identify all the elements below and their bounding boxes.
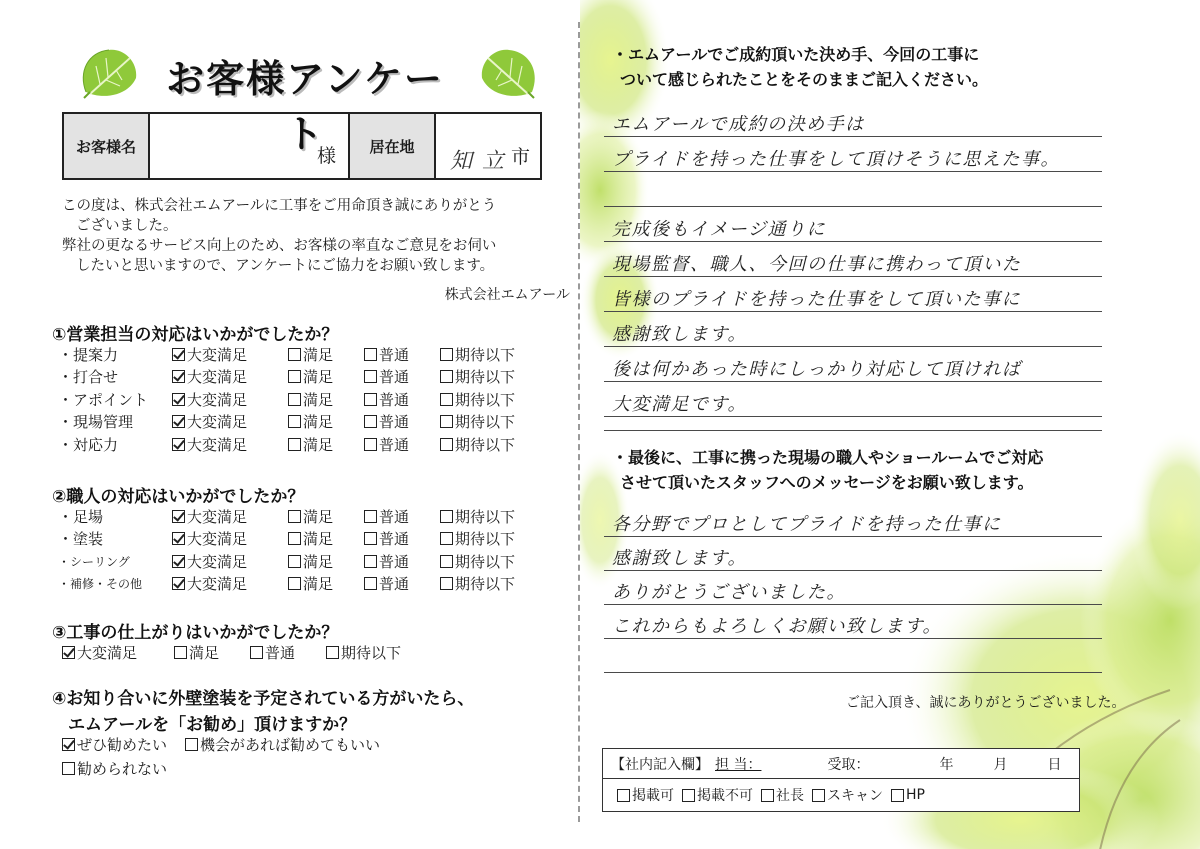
checkbox[interactable] <box>288 348 301 361</box>
rating-option-label: 大変満足 <box>187 390 248 409</box>
rating-option[interactable] <box>364 434 440 455</box>
name-suffix: 様 <box>316 145 336 167</box>
checkbox[interactable] <box>288 415 301 428</box>
checkbox[interactable] <box>364 415 377 428</box>
rating-option[interactable] <box>440 573 540 594</box>
rating-option-label: 期待以下 <box>455 413 516 432</box>
checkbox[interactable] <box>364 393 377 406</box>
internal-checkboxes <box>603 779 1079 811</box>
rating-option[interactable] <box>440 411 540 432</box>
checkbox-checked[interactable] <box>172 415 185 428</box>
internal-check-option[interactable] <box>891 787 925 803</box>
internal-label: 【社内記入欄】 <box>611 756 709 773</box>
company-name: 株式会社エムアール <box>444 287 570 303</box>
right-question-2 <box>612 445 1043 495</box>
checkbox[interactable] <box>440 555 453 568</box>
checkbox[interactable] <box>364 510 377 523</box>
rating-option-label: 満足 <box>189 644 220 662</box>
checkbox[interactable] <box>364 438 377 451</box>
rating-option[interactable] <box>288 573 364 594</box>
address-handwritten: 知立 <box>450 149 515 174</box>
uketori-label: 受取： <box>827 756 870 773</box>
checkbox-checked[interactable] <box>172 348 185 361</box>
checkbox[interactable] <box>440 348 453 361</box>
rating-option-label: 満足 <box>303 575 334 594</box>
ruled-line <box>604 536 1102 537</box>
rating-option[interactable] <box>62 642 174 663</box>
checkbox[interactable] <box>364 532 377 545</box>
checkbox[interactable] <box>440 370 453 383</box>
handwritten-line: プライドを持った仕事をして頂けそうに思えた事。 <box>612 149 1060 170</box>
rating-option[interactable] <box>364 506 440 527</box>
checkbox[interactable] <box>440 415 453 428</box>
leaf-icon <box>76 44 142 102</box>
rating-option[interactable] <box>172 389 288 410</box>
internal-check-label: 社長 <box>776 788 804 804</box>
option-recommend[interactable] <box>62 734 167 755</box>
option-maybe[interactable] <box>185 734 380 755</box>
internal-use-box <box>602 748 1080 812</box>
address-label: 居在地 <box>350 114 436 178</box>
rating-option-label: 期待以下 <box>455 390 516 409</box>
ruled-line <box>604 171 1102 172</box>
rating-option[interactable] <box>172 528 288 549</box>
ruled-line <box>604 346 1102 347</box>
handwritten-line: エムアールで成約の決め手は <box>612 114 865 135</box>
checkbox[interactable] <box>440 577 453 590</box>
ruled-line <box>604 430 1102 431</box>
rating-row-label: ・シーリング <box>58 554 130 569</box>
day-label: 日 <box>1047 756 1062 773</box>
checkbox[interactable] <box>440 510 453 523</box>
checkbox-checked[interactable] <box>62 738 75 751</box>
question-line: させて頂いたスタッフへのメッセージをお願い致します。 <box>620 473 1034 492</box>
rating-option[interactable] <box>440 506 540 527</box>
rating-option-label: 大変満足 <box>187 413 248 432</box>
rating-option-label: 大変満足 <box>187 507 248 526</box>
internal-check-option[interactable] <box>617 785 674 805</box>
rating-option[interactable] <box>364 411 440 432</box>
checkbox-checked[interactable] <box>62 646 75 659</box>
rating-option[interactable] <box>364 344 440 365</box>
question-2-ratings <box>58 505 540 595</box>
question-3-heading: ③工事の仕上がりはいかがでしたか？ <box>52 623 339 643</box>
rating-option[interactable] <box>288 411 364 432</box>
checkbox[interactable] <box>761 789 774 802</box>
rating-option[interactable] <box>250 642 326 663</box>
internal-check-label: 掲載可 <box>632 788 674 804</box>
rating-option-label: 大変満足 <box>77 644 138 662</box>
checkbox[interactable] <box>440 532 453 545</box>
ruled-line <box>604 136 1102 137</box>
checkbox[interactable] <box>364 555 377 568</box>
rating-option[interactable] <box>172 411 288 432</box>
question-3-ratings <box>62 642 426 663</box>
rating-option-label: 期待以下 <box>455 530 516 549</box>
leaf-icon <box>476 44 542 102</box>
rating-row <box>58 573 540 596</box>
rating-option[interactable] <box>440 366 540 387</box>
checkbox-checked[interactable] <box>172 370 185 383</box>
handwritten-line: 後は何かあった時にしっかり対応して頂ければ <box>612 359 1022 380</box>
rating-option[interactable] <box>288 434 364 455</box>
intro-text <box>62 196 552 276</box>
question-4-heading: ④お知り合いに外壁塗装を予定されている方がいたら、 <box>52 689 475 709</box>
thanks-text: ご記入頂き、誠にありがとうございました。 <box>846 695 1126 711</box>
internal-check-option[interactable] <box>812 785 883 805</box>
rating-option-label: 期待以下 <box>455 435 516 454</box>
checkbox-checked[interactable] <box>172 532 185 545</box>
rating-option-label: 満足 <box>303 368 334 387</box>
rating-option-label: 期待以下 <box>455 552 516 571</box>
rating-option-label: 大変満足 <box>187 575 248 594</box>
year-label: 年 <box>939 756 954 773</box>
rating-option-label: 期待以下 <box>455 507 516 526</box>
option-no[interactable] <box>62 758 167 779</box>
rating-option[interactable] <box>440 551 540 572</box>
ruled-line <box>604 672 1102 673</box>
handwritten-line: 大変満足です。 <box>612 394 748 415</box>
rating-option-label: 普通 <box>379 552 410 571</box>
checkbox[interactable] <box>440 438 453 451</box>
rating-option-label: 普通 <box>379 413 410 432</box>
option-label: 機会があれば勧めてもいい <box>200 736 381 754</box>
intro-line: したいと思いますので、アンケートにご協力をお願い致します。 <box>76 258 495 274</box>
rating-option-label: 満足 <box>303 413 334 432</box>
rating-option-label: 普通 <box>379 435 410 454</box>
intro-line: 弊社の更なるサービス向上のため、お客様の率直なご意見をお伺い <box>62 238 497 254</box>
handwritten-line: 感謝致します。 <box>612 324 748 345</box>
rating-option[interactable] <box>364 528 440 549</box>
rating-row-label: ・塗装 <box>58 530 104 549</box>
rating-option[interactable] <box>440 528 540 549</box>
tanto-label: 担 当： <box>715 756 762 773</box>
ruled-line <box>604 638 1102 639</box>
rating-row <box>58 343 540 366</box>
center-divider <box>578 22 580 822</box>
option-label: ぜひ勧めたい <box>77 736 168 754</box>
rating-option[interactable] <box>364 551 440 572</box>
checkbox[interactable] <box>812 789 825 802</box>
rating-option-label: 大変満足 <box>187 345 248 364</box>
rating-option[interactable] <box>364 366 440 387</box>
rating-option-label: 普通 <box>379 507 410 526</box>
rating-option-label: 満足 <box>303 552 334 571</box>
handwritten-line: 現場監督、職人、今回の仕事に携わって頂いた <box>612 254 1022 275</box>
checkbox[interactable] <box>440 393 453 406</box>
checkbox[interactable] <box>364 370 377 383</box>
ruled-line <box>604 206 1102 207</box>
ruled-line <box>604 570 1102 571</box>
rating-row-label: ・アポイント <box>58 390 149 409</box>
rating-row-label: ・足場 <box>58 507 104 526</box>
rating-option-label: 満足 <box>303 507 334 526</box>
rating-option[interactable] <box>440 434 540 455</box>
customer-info-box <box>62 112 542 180</box>
checkbox[interactable] <box>326 646 339 659</box>
ruled-line <box>604 416 1102 417</box>
rating-option-label: 期待以下 <box>455 368 516 387</box>
rating-option[interactable] <box>364 573 440 594</box>
checkbox[interactable] <box>288 577 301 590</box>
intro-line: ございました。 <box>76 218 178 234</box>
rating-option-label: 大変満足 <box>187 368 248 387</box>
rating-option-label: 普通 <box>379 575 410 594</box>
handwritten-line: 皆様のプライドを持った仕事をして頂いた事に <box>612 289 1021 310</box>
internal-check-option[interactable] <box>682 785 753 805</box>
question-line: ・エムアールでご成約頂いた決め手、今回の工事に <box>612 45 980 64</box>
rating-option[interactable] <box>440 389 540 410</box>
checkbox[interactable] <box>682 789 695 802</box>
rating-row-label: ・提案力 <box>58 345 119 364</box>
rating-option[interactable] <box>172 551 288 572</box>
rating-option-label: 普通 <box>379 390 410 409</box>
rating-option-label: 普通 <box>379 530 410 549</box>
rating-row-label: ・現場管理 <box>58 413 134 432</box>
rating-row <box>58 550 540 573</box>
checkbox[interactable] <box>62 762 75 775</box>
question-line: ついて感じられたことをそのままご記入ください。 <box>620 70 989 89</box>
rating-option-label: 大変満足 <box>187 530 248 549</box>
rating-option[interactable] <box>172 506 288 527</box>
rating-row <box>58 411 540 434</box>
rating-row-label: ・補修・その他 <box>58 577 143 592</box>
rating-option[interactable] <box>364 389 440 410</box>
rating-option-label: 期待以下 <box>455 575 516 594</box>
rating-option[interactable] <box>172 573 288 594</box>
option-label: 勧められない <box>77 760 168 778</box>
rating-row <box>58 388 540 411</box>
rating-row <box>58 505 540 528</box>
rating-row-label: ・打合せ <box>58 368 119 387</box>
rating-row-label: ・対応力 <box>58 435 119 454</box>
internal-check-option[interactable] <box>761 785 804 805</box>
rating-option[interactable] <box>288 344 364 365</box>
rating-option-label: 満足 <box>303 345 334 364</box>
rating-option[interactable] <box>288 506 364 527</box>
rating-option[interactable] <box>172 434 288 455</box>
checkbox[interactable] <box>288 510 301 523</box>
checkbox[interactable] <box>617 789 630 802</box>
checkbox[interactable] <box>174 646 187 659</box>
checkbox-checked[interactable] <box>172 555 185 568</box>
checkbox[interactable] <box>250 646 263 659</box>
checkbox[interactable] <box>288 555 301 568</box>
rating-option[interactable] <box>174 642 250 663</box>
internal-check-label: HP <box>906 787 925 803</box>
checkbox[interactable] <box>288 532 301 545</box>
question-4-options-2 <box>62 758 167 779</box>
checkbox[interactable] <box>891 789 904 802</box>
rating-row <box>58 366 540 389</box>
customer-name-field[interactable] <box>150 114 350 178</box>
checkbox[interactable] <box>288 370 301 383</box>
internal-check-label: スキャン <box>827 788 883 804</box>
customer-name-label: お客様名 <box>64 114 150 178</box>
address-field[interactable] <box>436 114 540 178</box>
ruled-line <box>604 381 1102 382</box>
question-line: ・最後に、工事に携った現場の職人やショールームでご対応 <box>612 448 1044 467</box>
rating-option-label: 普通 <box>265 644 296 662</box>
checkbox[interactable] <box>364 577 377 590</box>
checkbox[interactable] <box>185 738 198 751</box>
checkbox[interactable] <box>288 393 301 406</box>
ruled-line <box>604 604 1102 605</box>
question-4-options <box>62 734 380 755</box>
checkbox-checked[interactable] <box>172 510 185 523</box>
rating-option-label: 普通 <box>379 345 410 364</box>
rating-option-label: 大変満足 <box>187 552 248 571</box>
rating-option-label: 大変満足 <box>187 435 248 454</box>
handwritten-line: 各分野でプロとしてプライドを持った仕事に <box>612 514 1002 535</box>
month-label: 月 <box>993 756 1008 773</box>
ruled-line <box>604 241 1102 242</box>
right-question-1 <box>612 42 988 92</box>
rating-option-label: 満足 <box>303 390 334 409</box>
rating-option[interactable] <box>288 366 364 387</box>
checkbox[interactable] <box>364 348 377 361</box>
ruled-line <box>604 311 1102 312</box>
rating-option[interactable] <box>172 366 288 387</box>
rating-option-label: 普通 <box>379 368 410 387</box>
rating-row <box>58 433 540 456</box>
rating-option[interactable] <box>288 389 364 410</box>
rating-row <box>58 528 540 551</box>
ruled-line <box>604 276 1102 277</box>
city-suffix: 市 <box>510 146 530 168</box>
handwritten-line: ありがとうございました。 <box>612 582 846 603</box>
question-1-ratings <box>58 343 540 456</box>
rating-option-label: 満足 <box>303 530 334 549</box>
rating-option[interactable] <box>288 551 364 572</box>
checkbox[interactable] <box>288 438 301 451</box>
checkbox-checked[interactable] <box>172 438 185 451</box>
handwritten-line: 完成後もイメージ通りに <box>612 219 826 240</box>
rating-option[interactable] <box>440 344 540 365</box>
rating-option[interactable] <box>288 528 364 549</box>
internal-row-1 <box>603 749 1079 779</box>
handwritten-line: 感謝致します。 <box>612 548 748 569</box>
rating-option-label: 期待以下 <box>455 345 516 364</box>
intro-line: この度は、株式会社エムアールに工事をご用命頂き誠にありがとう <box>62 198 497 214</box>
question-2-heading: ②職人の対応はいかがでしたか？ <box>52 487 305 507</box>
rating-option[interactable] <box>172 344 288 365</box>
question-4-heading-line2: エムアールを「お勧め」頂けますか？ <box>68 715 357 735</box>
checkbox-checked[interactable] <box>172 577 185 590</box>
rating-option-label: 満足 <box>303 435 334 454</box>
internal-check-label: 掲載不可 <box>697 788 753 804</box>
question-1-heading: ①営業担当の対応はいかがでしたか？ <box>52 325 339 345</box>
page-title: お客様アンケート <box>166 57 444 156</box>
rating-option-label: 期待以下 <box>341 644 402 662</box>
rating-option[interactable] <box>326 642 426 663</box>
checkbox-checked[interactable] <box>172 393 185 406</box>
handwritten-line: これからもよろしくお願い致します。 <box>612 616 943 637</box>
